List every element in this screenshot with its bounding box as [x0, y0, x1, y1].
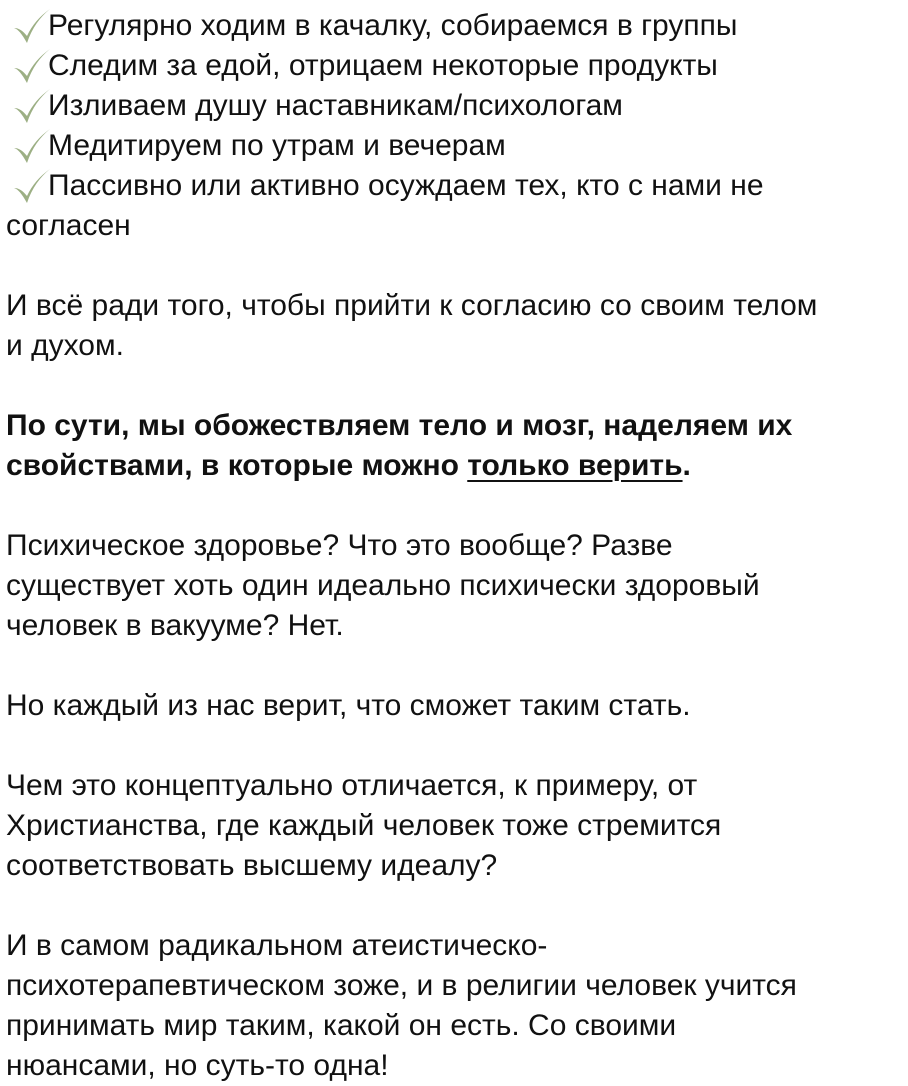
paragraph: [6, 686, 908, 726]
check-mark-icon: [12, 8, 52, 46]
checklist-item-text: Медитируем по утрам и вечерам: [48, 129, 506, 162]
paragraph-line: принимать мир таким, какой он есть. Со своими: [6, 1009, 677, 1042]
paragraph-line: существует хоть один идеально психически здоровый: [6, 569, 760, 602]
checklist-item: [6, 166, 908, 206]
paragraph-line: психотерапевтическом зоже, и в религии человек учится: [6, 969, 797, 1002]
check-mark-icon: [12, 88, 52, 126]
check-mark-icon: [12, 128, 52, 166]
checklist-item-continuation: согласен: [6, 209, 131, 242]
paragraph-line: нюансами, но суть-то одна!: [6, 1049, 389, 1082]
paragraph: [6, 766, 908, 886]
paragraph-line: соответствовать высшему идеалу?: [6, 849, 498, 882]
paragraph-line: Христианства, где каждый человек тоже стремится: [6, 809, 722, 842]
check-mark-icon: [12, 48, 52, 86]
checklist-item-text: Изливаем душу наставникам/психологам: [48, 89, 623, 122]
paragraph-gap: [6, 646, 908, 686]
paragraph-line: человек в вакууме? Нет.: [6, 609, 344, 642]
paragraph-line: [6, 446, 908, 486]
checklist-item: [6, 6, 908, 46]
checklist-item: [6, 126, 908, 166]
underlined-text: только верить: [467, 449, 683, 482]
paragraph: [6, 286, 908, 366]
paragraph-gap: [6, 486, 908, 526]
paragraph-gap: [6, 366, 908, 406]
check-mark-icon: [12, 168, 52, 206]
checklist-item-text: Пассивно или активно осуждаем тех, кто с нами не: [48, 169, 764, 202]
paragraph-gap: [6, 246, 908, 286]
paragraph-gap: [6, 726, 908, 766]
checklist-item-text: Регулярно ходим в качалку, собираемся в группы: [48, 9, 738, 42]
paragraph-text: свойствами, в которые можно: [6, 449, 468, 482]
paragraph: [6, 926, 908, 1086]
paragraph-line: Но каждый из нас верит, что сможет таким стать.: [6, 689, 691, 722]
checklist: [6, 6, 908, 246]
paragraph-gap: [6, 886, 908, 926]
checklist-item: [6, 86, 908, 126]
paragraph-line: По сути, мы обожествляем тело и мозг, наделяем их: [6, 409, 793, 442]
paragraph-line: и духом.: [6, 329, 124, 362]
bold-paragraph: [6, 406, 908, 486]
paragraph: [6, 526, 908, 646]
checklist-item: [6, 46, 908, 86]
paragraph-line: И в самом радикальном атеистическо-: [6, 929, 548, 962]
paragraph-line: И всё ради того, чтобы прийти к согласию со своим телом: [6, 289, 818, 322]
paragraph-text: .: [682, 449, 691, 482]
paragraph-line: Чем это концептуально отличается, к примеру, от: [6, 769, 698, 802]
checklist-item-text: Следим за едой, отрицаем некоторые продукты: [48, 49, 718, 82]
paragraph-line: Психическое здоровье? Что это вообще? Разве: [6, 529, 673, 562]
